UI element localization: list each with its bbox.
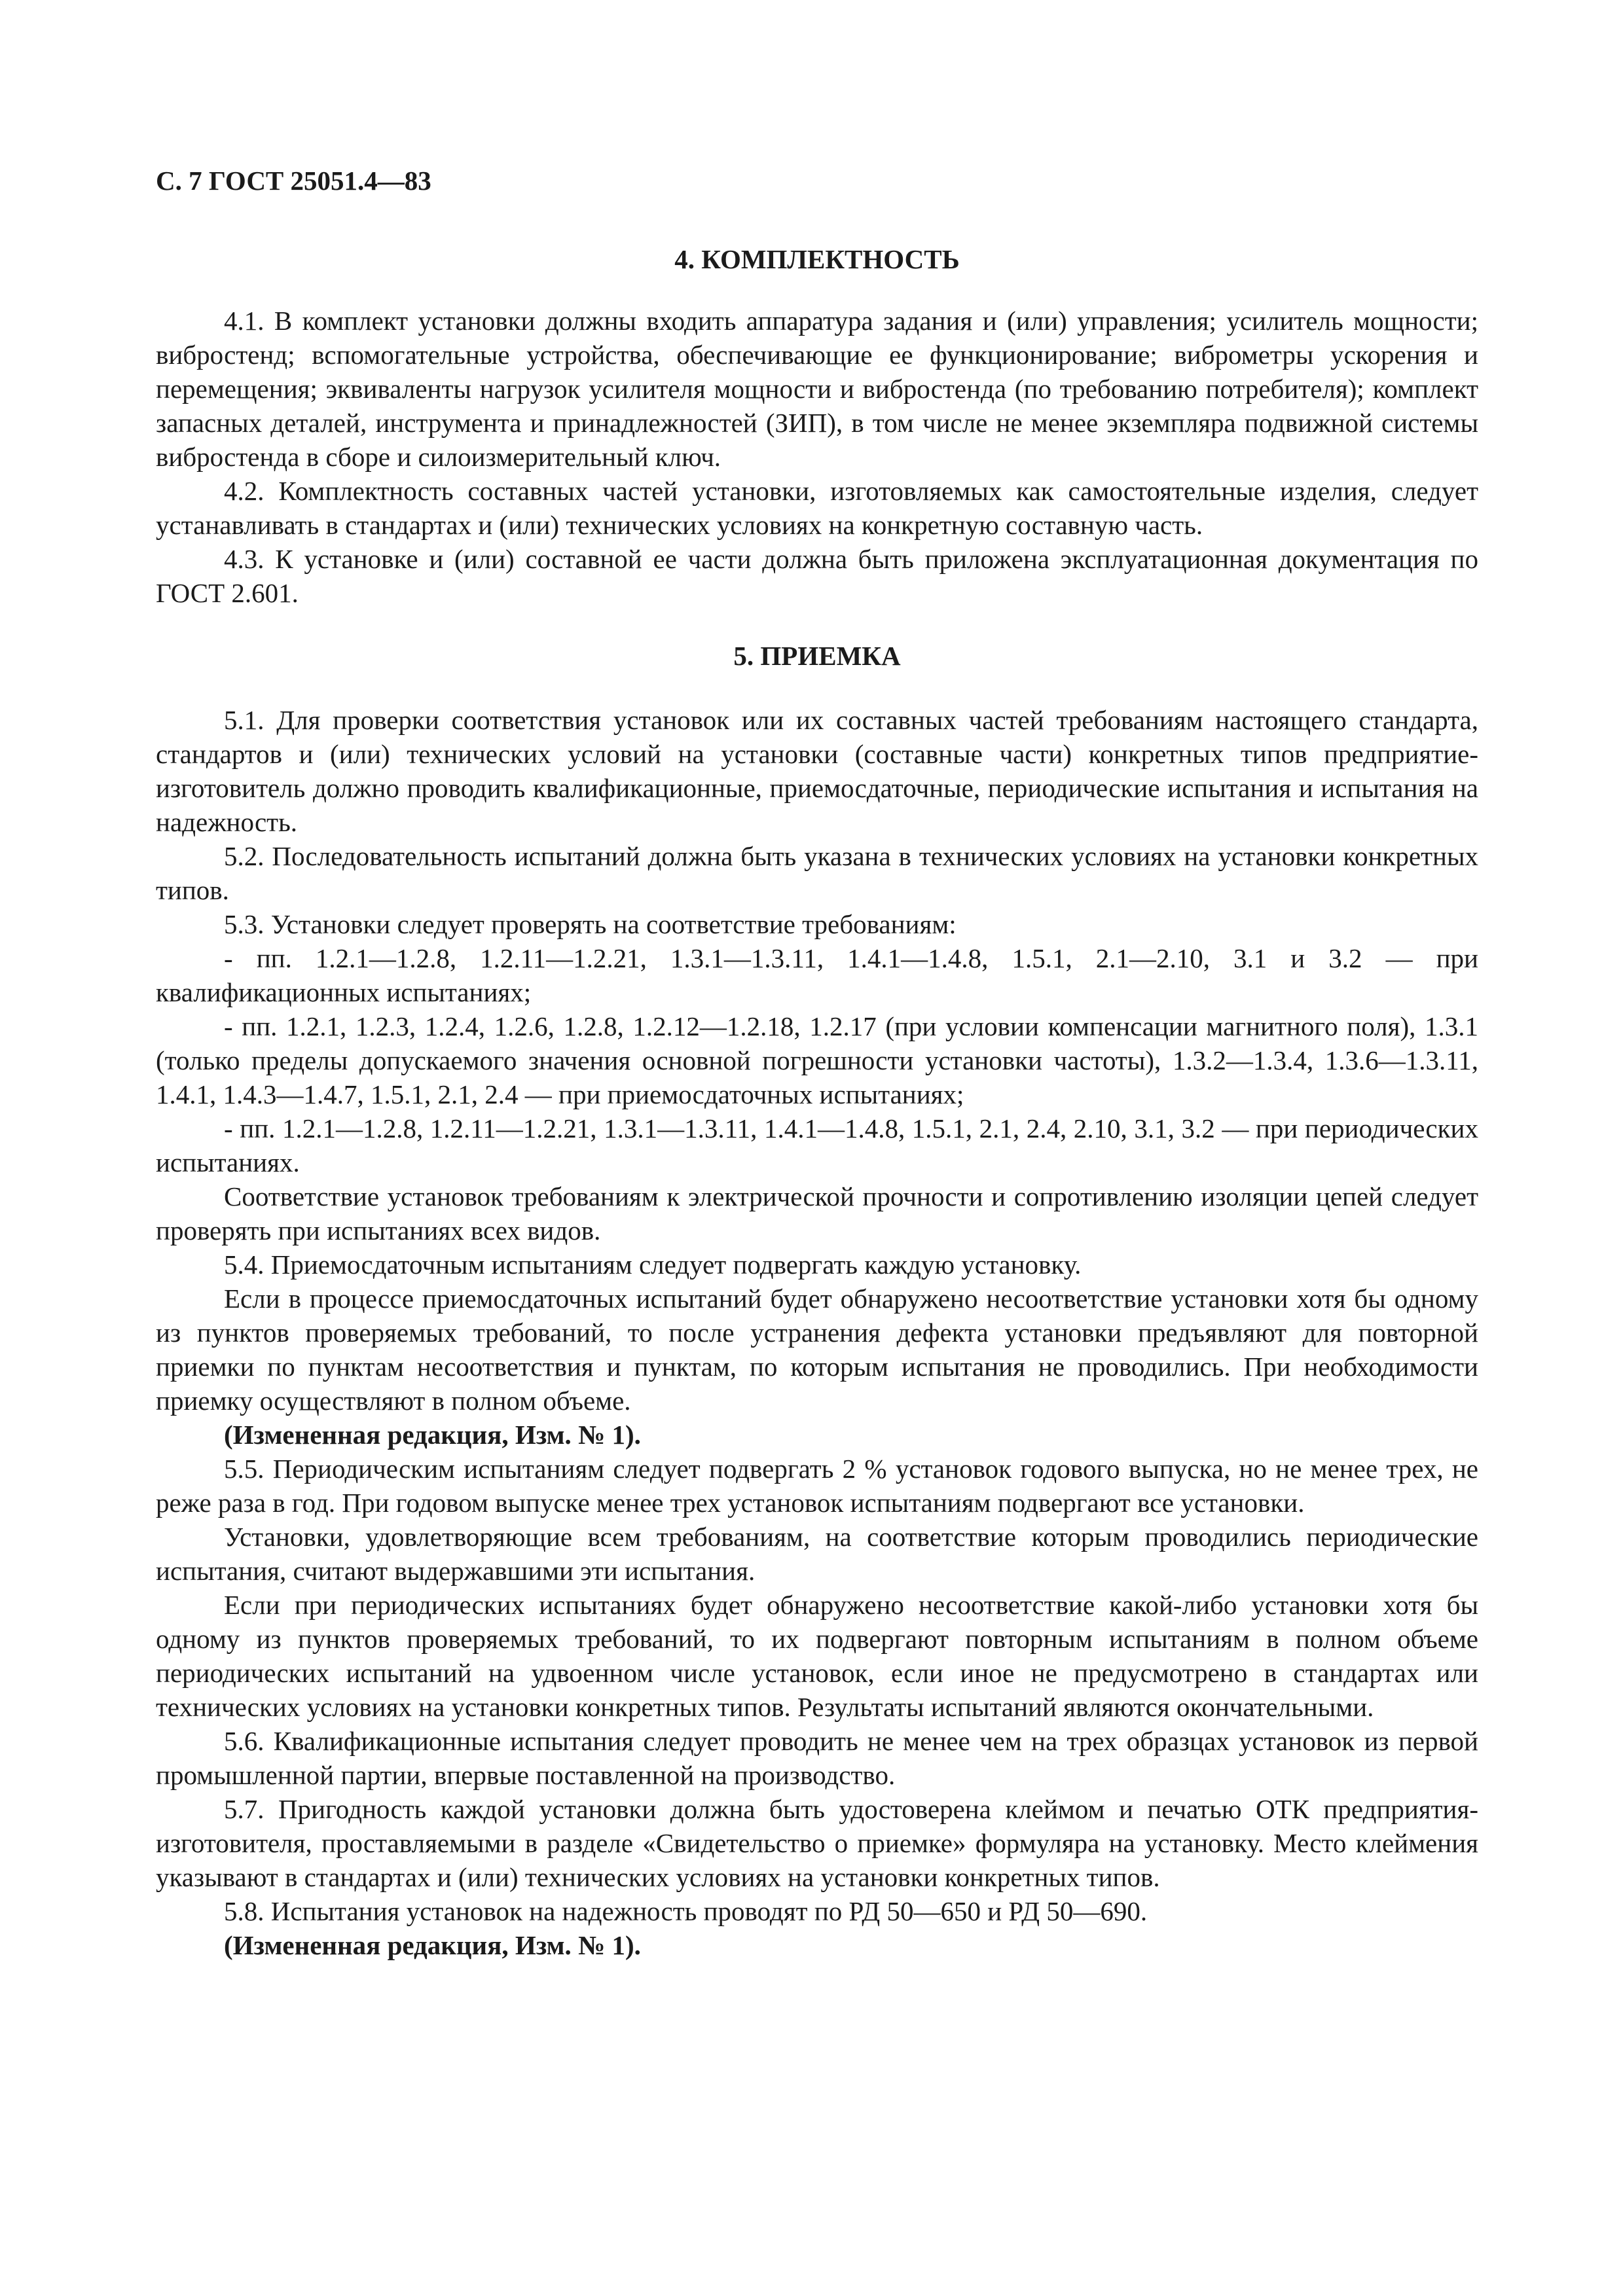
- paragraph-insulation: Соответствие установок требованиям к электрической прочности и сопротивлению изоляции цепей следует проверять при испытаниях всех видов.: [156, 1181, 1478, 1246]
- paragraph-5-3: 5.3. Установки следует проверять на соответствие требованиям:: [224, 909, 957, 939]
- paragraph-4-2: 4.2. Комплектность составных частей установки, изготовляемых как самостоятельные изделия, следует устанавливать в стандартах и (или) технических условиях на конкретную составную часть.: [156, 476, 1478, 540]
- paragraph-periodic-retest: Если при периодических испытаниях будет обнаружено несоответствие какой-либо установки хотя бы одному из пунктов проверяемых требований, то их подвергают повторным испытаниям в полном объеме периодических испытаний на удвоенном числе установок, если иное не предусмотрено в стандартах или технических условиях на установки конкретных типов. Результаты испытаний являются окончательными.: [156, 1590, 1478, 1722]
- paragraph-periodic-passed: Установки, удовлетворяющие всем требованиям, на соответствие которым проводились периодические испытания, считают выдержавшими эти испытания.: [156, 1522, 1478, 1586]
- amendment-note: (Измененная редакция, Изм. № 1).: [224, 1930, 641, 1960]
- paragraph-4-1: 4.1. В комплект установки должны входить аппаратура задания и (или) управления; усилитель мощности; вибростенд; вспомогательные устройства, обеспечивающие ее функционирование; виброметры ускорения и перемещения; эквиваленты нагрузок усилителя мощности и вибростенда (по требованию потребителя); комплект запасных деталей, инструмента и принадлежностей (ЗИП), в том числе не менее экземпляра подвижной системы вибростенда в сборе и силоизмерительный ключ.: [156, 306, 1478, 472]
- paragraph-5-7: 5.7. Пригодность каждой установки должна быть удостоверена клеймом и печатью ОТК предприятия-изготовителя, проставляемыми в разделе «Свидетельство о приемке» формуляра на установку. Место клеймения указывают в стандартах и (или) технических условиях на установки конкретных типов.: [156, 1794, 1478, 1892]
- paragraph-5-2: 5.2. Последовательность испытаний должна быть указана в технических условиях на установки конкретных типов.: [156, 841, 1478, 905]
- list-item-qualification: - пп. 1.2.1—1.2.8, 1.2.11—1.2.21, 1.3.1—1.3.11, 1.4.1—1.4.8, 1.5.1, 2.1—2.10, 3.1 и 3.2 — при квалификационных испытаниях;: [156, 943, 1478, 1007]
- list-item-acceptance: - пп. 1.2.1, 1.2.3, 1.2.4, 1.2.6, 1.2.8, 1.2.12—1.2.18, 1.2.17 (при условии компенсации магнитного поля), 1.3.1 (только пределы допускаемого значения основной погрешности установки частоты), 1.3.2—1.3.4, 1.3.6—1.3.11, 1.4.1, 1.4.3—1.4.7, 1.5.1, 2.1, 2.4 — при приемосдаточных испытаниях;: [156, 1011, 1478, 1109]
- paragraph-4-3: 4.3. К установке и (или) составной ее части должна быть приложена эксплуатационная документация по ГОСТ 2.601.: [156, 544, 1478, 608]
- paragraph-5-4: 5.4. Приемосдаточным испытаниям следует подвергать каждую установку.: [224, 1249, 1082, 1280]
- section-title-completeness: 4. КОМПЛЕКТНОСТЬ: [674, 244, 960, 274]
- page-header: С. 7 ГОСТ 25051.4—83: [156, 166, 431, 196]
- list-item-periodic: - пп. 1.2.1—1.2.8, 1.2.11—1.2.21, 1.3.1—1.3.11, 1.4.1—1.4.8, 1.5.1, 2.1, 2.4, 2.10, 3.1, 3.2 — при периодических испытаниях.: [156, 1113, 1478, 1177]
- paragraph-5-5: 5.5. Периодическим испытаниям следует подвергать 2 % установок годового выпуска, но не менее трех, не реже раза в год. При годовом выпуске менее трех установок испытаниям подвергают все установки.: [156, 1454, 1478, 1518]
- amendment-note: (Измененная редакция, Изм. № 1).: [224, 1420, 641, 1450]
- document-page: [156, 164, 1478, 1962]
- paragraph-5-8: 5.8. Испытания установок на надежность проводят по РД 50—650 и РД 50—690.: [224, 1896, 1148, 1926]
- paragraph-nonconformity: Если в процессе приемосдаточных испытаний будет обнаружено несоответствие установки хотя бы одному из пунктов проверяемых требований, то после устранения дефекта установки предъявляют для повторной приемки по пунктам несоответствия и пунктам, по которым испытания не проводились. При необходимости приемку осуществляют в полном объеме.: [156, 1283, 1478, 1416]
- paragraph-5-6: 5.6. Квалификационные испытания следует проводить не менее чем на трех образцах установок из первой промышленной партии, впервые поставленной на производство.: [156, 1726, 1478, 1790]
- paragraph-5-1: 5.1. Для проверки соответствия установок или их составных частей требованиям настоящего стандарта, стандартов и (или) технических условий на установки (составные части) конкретных типов предприятие-изготовитель должно проводить квалификационные, приемосдаточные, периодические испытания и испытания на надежность.: [156, 705, 1478, 837]
- section-title-acceptance: 5. ПРИЕМКА: [733, 641, 901, 671]
